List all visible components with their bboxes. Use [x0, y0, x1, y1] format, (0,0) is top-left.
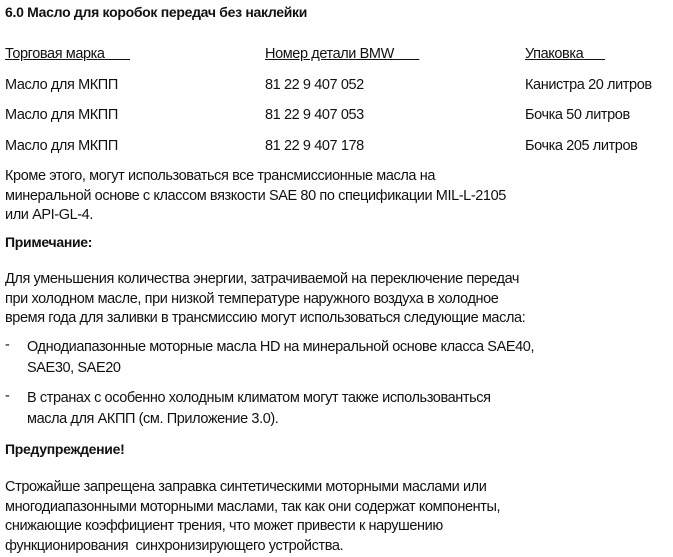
table-cell-part-number: 81 22 9 407 052 — [265, 77, 364, 93]
text-line: снижающие коэффициент трения, что может привести к нарушению — [5, 518, 443, 534]
text-line: В странах с особенно холодным климатом могут также использованться — [27, 390, 491, 406]
text-line: Кроме этого, могут использоваться все трансмиссионные масла на — [5, 168, 435, 184]
text-line: Однодиапазонные моторные масла HD на минеральной основе класса SAE40, — [27, 339, 535, 355]
text-line: SAE30, SAE20 — [27, 360, 121, 376]
text-line: или API-GL-4. — [5, 207, 93, 223]
dash-bullet-icon: - — [5, 337, 10, 353]
table-cell-brand: Масло для МКПП — [5, 77, 118, 93]
section-title: 6.0 Масло для коробок передач без наклейки — [5, 4, 308, 20]
dash-bullet-icon: - — [5, 388, 10, 404]
text-line: при холодном масле, при низкой температуре наружного воздуха в холодное — [5, 290, 499, 307]
table-cell-packaging: Бочка 205 литров — [525, 138, 638, 154]
table-cell-part-number: 81 22 9 407 178 — [265, 138, 364, 154]
bullet-text — [27, 337, 534, 379]
intro-paragraph — [5, 167, 506, 226]
table-cell-brand: Масло для МКПП — [5, 107, 118, 123]
text-line: минеральной основе с классом вязкости SAE 80 по спецификации MIL-L-2105 — [5, 187, 506, 204]
text-line: время года для заливки в трансмиссию могут использоваться следующие масла: — [5, 310, 526, 326]
table-cell-packaging: Канистра 20 литров — [525, 77, 652, 93]
text-line: функционирования синхронизирующего устройства. — [5, 537, 344, 554]
warning-heading: Предупреждение! — [5, 441, 125, 457]
header-packaging: Упаковка — [525, 46, 584, 62]
text-line: многодиапазонными моторными маслами, так как они содержат компоненты, — [5, 498, 501, 515]
warning-paragraph — [5, 478, 500, 556]
text-line: Для уменьшения количества энергии, затрачиваемой на переключение передач — [5, 271, 520, 287]
text-line: масла для АКПП (см. Приложение 3.0). — [27, 411, 279, 427]
note-paragraph — [5, 270, 525, 329]
note-heading: Примечание: — [5, 234, 93, 250]
header-part-number: Номер детали BMW — [265, 46, 394, 62]
table-cell-packaging: Бочка 50 литров — [525, 107, 630, 123]
table-cell-brand: Масло для МКПП — [5, 138, 118, 154]
table-cell-part-number: 81 22 9 407 053 — [265, 107, 364, 123]
bullet-text — [27, 388, 491, 430]
text-line: Строжайше запрещена заправка синтетическими моторными маслами или — [5, 479, 487, 495]
header-brand: Торговая марка — [5, 46, 105, 62]
